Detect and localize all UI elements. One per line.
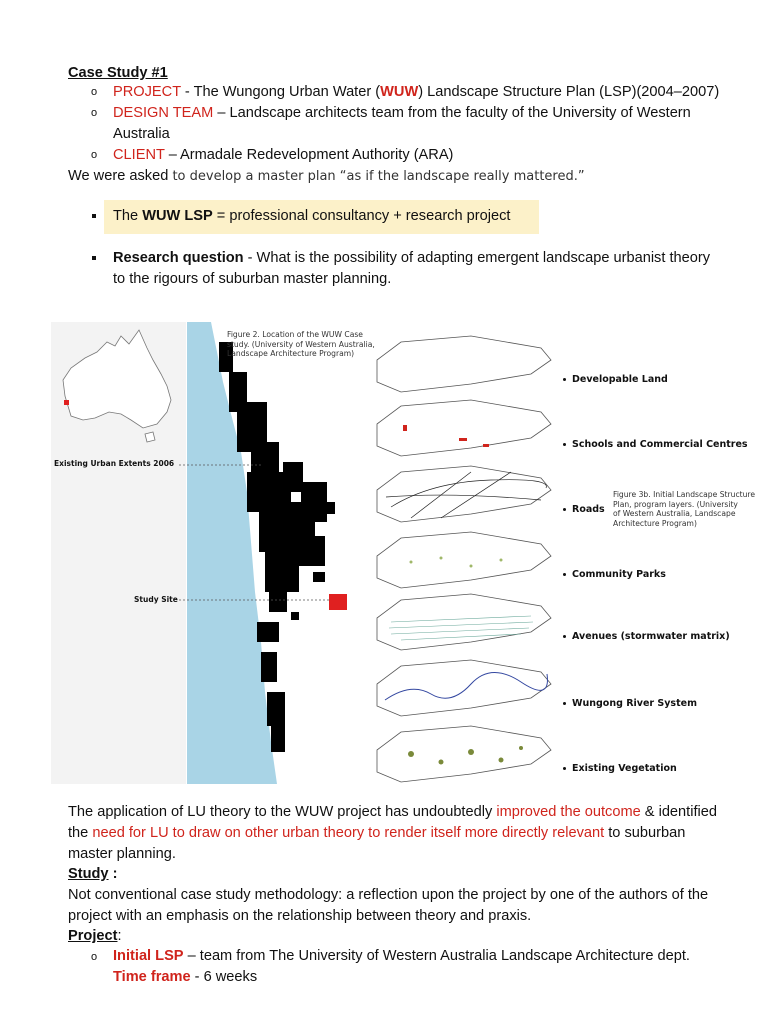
study-colon: : xyxy=(108,866,118,882)
study-text-1: Not conventional case study methodology: a reflection upon the project by one of the authors of the xyxy=(68,887,709,903)
layer-developable-land xyxy=(377,336,551,392)
conclusion-line-3: master planning. xyxy=(68,846,176,862)
study-label: Study xyxy=(68,866,109,882)
conclusion-line-2 xyxy=(68,823,740,843)
layer-label-text: Wungong River System xyxy=(572,698,697,709)
bullet-circle: o xyxy=(91,107,98,119)
figure-maps xyxy=(51,322,761,784)
bullet-circle: o xyxy=(91,86,98,98)
layer-label xyxy=(563,569,666,580)
design-team-label: DESIGN TEAM xyxy=(113,105,214,121)
study-site-label: Study Site xyxy=(134,595,178,604)
bullet-square xyxy=(92,256,96,260)
wuw-lsp-item xyxy=(113,206,740,227)
design-team-item xyxy=(113,103,740,145)
initial-lsp-text: – team from The University of Western Australia Landscape Architecture dept. xyxy=(183,948,690,964)
australia-outline xyxy=(63,330,171,428)
conclusion-text: & identified xyxy=(640,804,717,820)
initial-lsp-item xyxy=(113,946,740,988)
conclusion-text: The application of LU theory to the WUW project has undoubtedly xyxy=(68,804,497,820)
design-team-text: – Landscape architects team from the faculty of the University of Western xyxy=(213,105,691,121)
bullet-circle: o xyxy=(91,951,98,963)
bullet-square xyxy=(92,214,96,218)
location-marker xyxy=(64,400,69,405)
research-label: Research question xyxy=(113,250,244,266)
layer-vegetation xyxy=(377,726,551,782)
project-label: PROJECT xyxy=(113,84,181,100)
existing-urban-label: Existing Urban Extents 2006 xyxy=(54,459,175,468)
layer-label xyxy=(563,439,748,450)
layer-avenues xyxy=(377,594,551,650)
asked-quote: to develop a master plan “as if the landscape really mattered.” xyxy=(168,169,585,184)
design-team-text-cont: Australia xyxy=(113,126,170,142)
layer-label xyxy=(563,631,730,642)
program-layers xyxy=(377,336,551,782)
project-text-end: ) Landscape Structure Plan (LSP)(2004–2007) xyxy=(418,84,720,100)
figure2-caption xyxy=(227,330,375,359)
bullet-circle: o xyxy=(91,149,98,161)
layer-label-text: Avenues (stormwater matrix) xyxy=(572,631,730,642)
caption-line: Figure 2. Location of the WUW Case xyxy=(227,330,363,339)
research-item xyxy=(113,248,740,290)
client-text: – Armadale Redevelopment Authority (ARA) xyxy=(164,147,454,163)
wuw-lsp-post: = professional consultancy + research project xyxy=(212,208,511,224)
conclusion-line-1 xyxy=(68,802,740,822)
layer-label-text: Community Parks xyxy=(572,569,666,580)
asked-line xyxy=(68,166,740,187)
client-label: CLIENT xyxy=(113,147,165,163)
layer-label-text: Existing Vegetation xyxy=(572,763,677,774)
caption-line: Plan, program layers. (University xyxy=(613,499,738,509)
conclusion-highlight: need for LU to draw on other urban theory to render itself more directly relevant xyxy=(92,825,605,841)
caption-line: Landscape Architecture Program) xyxy=(227,349,355,358)
layer-label-text: Roads xyxy=(572,504,605,515)
research-text: - What is the possibility of adapting emergent landscape urbanist theory xyxy=(243,250,711,266)
client-item xyxy=(113,145,740,166)
layer-label xyxy=(563,504,605,515)
caption-line: study. (University of Western Australia, xyxy=(227,339,375,349)
study-text-2: project with an emphasis on the relationship between theory and praxis. xyxy=(68,908,532,924)
wuw-lsp-bold: WUW LSP xyxy=(142,208,213,224)
layer-label-text: Schools and Commercial Centres xyxy=(572,439,748,450)
caption-line: of Western Australia, Landscape xyxy=(613,509,736,518)
timeframe-label: Time frame xyxy=(113,969,191,985)
layer-river xyxy=(377,660,551,716)
study-site-marker xyxy=(329,594,347,610)
case-study-heading: Case Study #1 xyxy=(68,65,168,81)
conclusion-text: the xyxy=(68,825,93,841)
layer-label-text: Developable Land xyxy=(572,374,668,385)
project-heading-colon: : xyxy=(117,928,122,944)
project-heading xyxy=(68,926,740,946)
figure3b-caption xyxy=(613,490,755,528)
tasmania-outline xyxy=(145,432,155,442)
asked-prefix: We were asked xyxy=(68,168,169,184)
conclusion-text: to suburban xyxy=(604,825,686,841)
research-text-cont: to the rigours of suburban master planning. xyxy=(113,271,392,287)
conclusion-highlight: improved the outcome xyxy=(496,804,641,820)
layer-roads xyxy=(377,466,551,522)
layer-community-parks xyxy=(377,532,551,588)
project-heading-label: Project xyxy=(68,928,118,944)
wuw-acronym: WUW xyxy=(380,84,419,100)
study-heading xyxy=(68,864,740,884)
figure-svg xyxy=(51,322,761,784)
layer-label xyxy=(563,763,677,774)
project-text: - The Wungong Urban Water ( xyxy=(180,84,381,100)
caption-line: Architecture Program) xyxy=(613,518,697,528)
layer-label xyxy=(563,698,697,709)
project-item xyxy=(113,82,740,103)
wuw-lsp-pre: The xyxy=(113,208,143,224)
layer-label xyxy=(563,374,668,385)
caption-line: Figure 3b. Initial Landscape Structure xyxy=(613,490,756,499)
timeframe-text: - 6 weeks xyxy=(190,969,258,985)
initial-lsp-label: Initial LSP xyxy=(113,948,184,964)
